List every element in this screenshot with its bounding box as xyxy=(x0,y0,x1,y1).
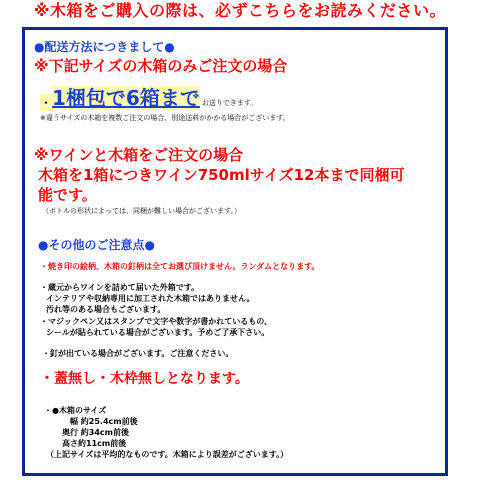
wine-title: ※ワインと木箱をご注文の場合 xyxy=(34,146,244,164)
bundle-marker: ・ xyxy=(40,96,53,110)
wine-line1: 木箱を1箱につきワイン750mlサイズ12本まで同梱可 xyxy=(38,166,405,184)
shipping-title: ※下記サイズの木箱のみご注文の場合 xyxy=(34,57,288,75)
bundle-note: お送りできます。 xyxy=(201,99,258,107)
reuse-line3: 汚れ等のある場合もございます。 xyxy=(46,305,166,314)
size-depth: 奥行 約34cm前後 xyxy=(62,428,129,437)
reuse-line1: ・蔵元からワインを詰めて届いた外箱です。 xyxy=(40,283,200,292)
shipping-heading: ●配送方法につきまして● xyxy=(34,40,175,54)
size-height: 高さ約11cm前後 xyxy=(62,439,127,448)
bundle-row xyxy=(40,82,258,110)
shipping-note: ※違うサイズの木箱を複数ご注文の場合、別途送料がかかる場合がございます。 xyxy=(40,114,290,122)
bundle-limit: 1梱包で6箱まで xyxy=(52,86,200,110)
no-lid-note: ・蓋無し・木枠無しとなります。 xyxy=(40,371,249,387)
wine-note: （ボトルの形状によっては、同梱が難しい場合がございます。） xyxy=(42,207,241,215)
reuse-line2: インテリアや収納専用に加工された木箱ではありません。 xyxy=(46,294,255,303)
other-heading: ●その他のご注意点● xyxy=(38,238,155,252)
size-note: （上記サイズは平均的なものです。木箱により誤差がございます。） xyxy=(46,450,289,459)
size-width: 幅 約25.4cm前後 xyxy=(70,417,138,426)
marker-line2: シールが貼られている場合がございます。予めご了承下さい。 xyxy=(46,328,270,337)
size-heading: ・●木箱のサイズ xyxy=(44,406,107,415)
stamp-note: ・焼き印の絵柄、木箱の釘柄は全てお選び頂けません。ランダムとなります。 xyxy=(40,262,320,271)
wine-line2: 能です。 xyxy=(38,186,97,204)
banner-warning: ※木箱をご購入の際は、必ずこちらをお読みください。 xyxy=(33,1,447,20)
marker-line1: ・マジックペン又はスタンプで文字や数字が書かれているもの、 xyxy=(40,317,272,326)
nail-note: ・釘が出ている場合がございます。ご注意ください。 xyxy=(42,349,234,358)
